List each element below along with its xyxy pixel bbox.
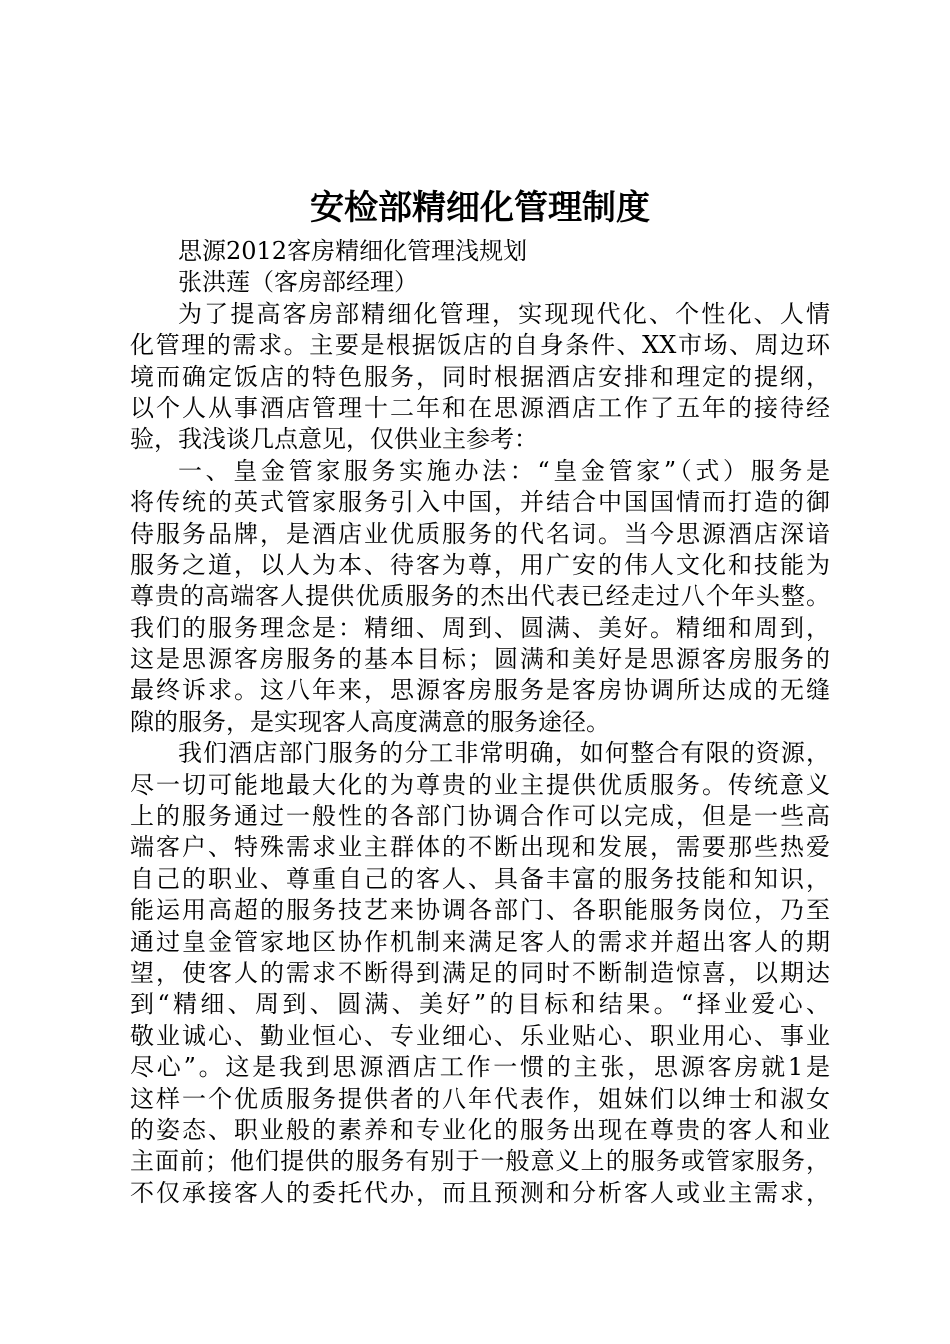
text-line: 我们酒店部门服务的分工非常明确，如何整合有限的资源，: [178, 739, 830, 768]
text-line: 这样一个优质服务提供者的八年代表作，姐妹们以绅士和淑女: [130, 1084, 830, 1113]
paragraph-1: [130, 299, 830, 456]
paragraph-3: [130, 738, 830, 1209]
text-line: 侍服务品牌，是酒店业优质服务的代名词。当今思源酒店深谙: [130, 519, 830, 548]
text-line: 验，我浅谈几点意见，仅供业主参考：: [130, 425, 538, 454]
text-line: 自己的职业、尊重自己的客人、具备丰富的服务技能和知识，: [130, 864, 830, 893]
author-line: 张洪莲（客房部经理）: [178, 268, 418, 297]
text-line: 尽心”。这是我到思源酒店工作一惯的主张，思源客房就1是: [130, 1053, 830, 1082]
text-line: 我们的服务理念是：精细、周到、圆满、美好。精细和周到，: [130, 613, 830, 642]
text-line: 将传统的英式管家服务引入中国，并结合中国国情而打造的御: [130, 488, 830, 517]
text-line: 不仅承接客人的委托代办，而且预测和分析客人或业主需求，: [130, 1178, 830, 1207]
text-line: 最终诉求。这八年来，思源客房服务是客房协调所达成的无缝: [130, 676, 830, 705]
text-line: 化管理的需求。主要是根据饭店的自身条件、XX市场、周边环: [130, 331, 830, 360]
text-line: 到“精细、周到、圆满、美好”的目标和结果。“择业爱心、: [130, 990, 830, 1019]
text-line: 以个人从事酒店管理十二年和在思源酒店工作了五年的接待经: [130, 393, 830, 422]
text-line: 尽一切可能地最大化的为尊贵的业主提供优质服务。传统意义: [130, 770, 830, 799]
text-line: 通过皇金管家地区协作机制来满足客人的需求并超出客人的期: [130, 927, 830, 956]
text-line: 为了提高客房部精细化管理，实现现代化、个性化、人情: [178, 299, 830, 328]
paragraph-2: [130, 456, 830, 739]
text-line: 服务之道，以人为本、待客为尊，用广安的伟人文化和技能为: [130, 550, 830, 579]
text-line: 望，使客人的需求不断得到满足的同时不断制造惊喜，以期达: [130, 958, 830, 987]
document-page: [130, 180, 830, 1209]
subtitle-line: 思源2012客房精细化管理浅规划: [178, 237, 528, 265]
text-line: 隙的服务，是实现客人高度满意的服务途径。: [130, 707, 610, 736]
text-line: 一、皇金管家服务实施办法：“皇金管家”（式）服务是: [178, 456, 830, 485]
text-line: 上的服务通过一般性的各部门协调合作可以完成，但是一些高: [130, 802, 830, 831]
text-line: 敬业诚心、勤业恒心、专业细心、乐业贴心、职业用心、事业: [130, 1021, 830, 1050]
document-title: 安检部精细化管理制度: [310, 188, 650, 228]
text-line: 的姿态、职业般的素养和专业化的服务出现在尊贵的客人和业: [130, 1115, 830, 1144]
text-line: 能运用高超的服务技艺来协调各部门、各职能服务岗位，乃至: [130, 896, 830, 925]
text-line: 端客户、特殊需求业主群体的不断出现和发展，需要那些热爱: [130, 833, 830, 862]
text-line: 主面前；他们提供的服务有别于一般意义上的服务或管家服务，: [130, 1147, 830, 1176]
text-line: 境而确定饭店的特色服务，同时根据酒店安排和理定的提纲，: [130, 362, 830, 391]
text-line: 尊贵的高端客人提供优质服务的杰出代表已经走过八个年头整。: [130, 582, 830, 611]
text-line: 这是思源客房服务的基本目标；圆满和美好是思源客房服务的: [130, 645, 830, 674]
